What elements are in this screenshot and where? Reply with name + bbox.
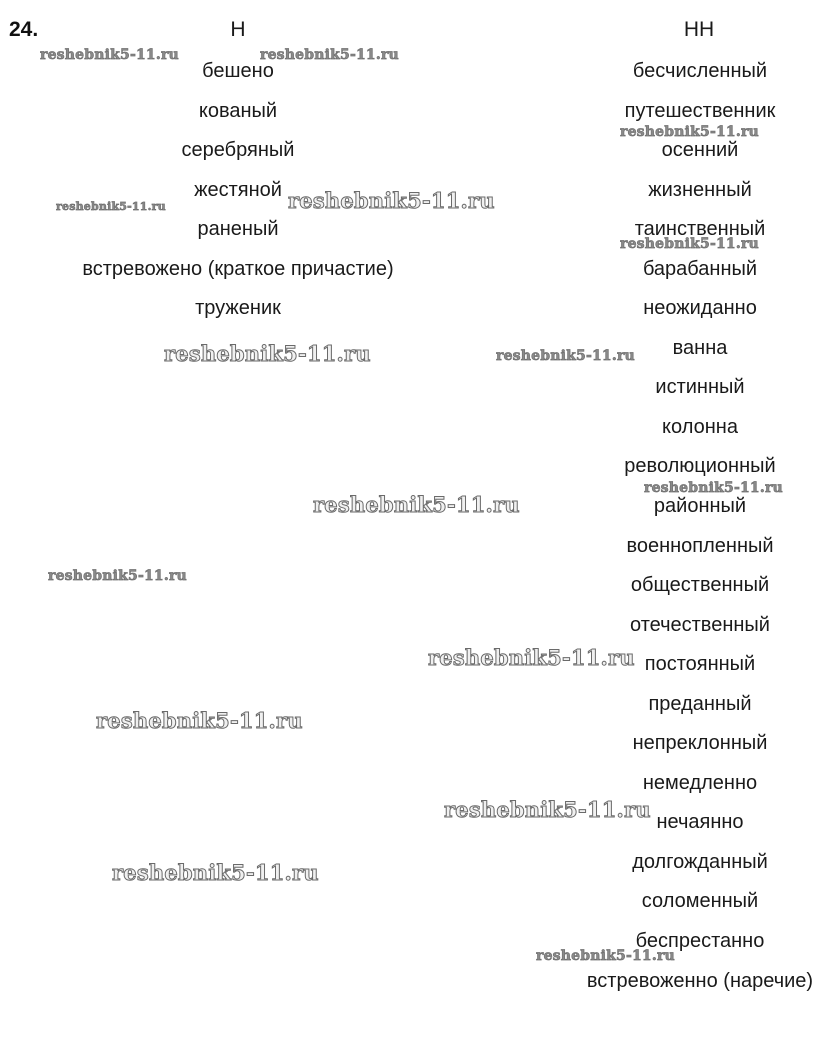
word-item: преданный: [648, 692, 752, 715]
word-item: отечественный: [630, 613, 770, 636]
word-list-nn: [490, 60, 839, 1009]
watermark: reshebnik5-11.ru: [40, 47, 179, 63]
word-item: барабанный: [642, 257, 758, 280]
word-item: раненый: [197, 218, 279, 241]
word-item: бесчисленный: [632, 60, 768, 82]
word-item: беспрестанно: [635, 930, 765, 953]
word-item: путешественник: [624, 99, 776, 122]
watermark: reshebnik5-11.ru: [260, 47, 399, 63]
column-header-n: Н: [230, 18, 246, 41]
column-header-nn: НН: [683, 18, 715, 41]
word-item: непреклонный: [632, 732, 768, 755]
word-item: осенний: [661, 139, 739, 162]
word-item: кованый: [198, 99, 278, 122]
word-item: серебряный: [181, 139, 295, 162]
watermark: reshebnik5-11.ru: [620, 236, 759, 252]
word-item: таинственный: [634, 218, 766, 241]
watermark: reshebnik5-11.ru: [428, 645, 635, 670]
word-item: неожиданно: [643, 297, 757, 320]
watermark: reshebnik5-11.ru: [48, 568, 187, 584]
word-item: немедленно: [642, 771, 758, 794]
word-item: встревоженно (наречие): [586, 969, 814, 992]
task-number: 24.: [9, 18, 39, 41]
watermark: reshebnik5-11.ru: [536, 948, 675, 964]
word-item: революционный: [624, 455, 776, 478]
watermark: reshebnik5-11.ru: [644, 480, 783, 496]
word-item: военнопленный: [626, 534, 774, 557]
word-item: бешено: [202, 60, 274, 82]
word-item: общественный: [630, 574, 770, 597]
watermark: reshebnik5-11.ru: [313, 492, 520, 517]
watermark: reshebnik5-11.ru: [288, 188, 495, 213]
word-item: встревожено (краткое причастие): [82, 257, 394, 280]
word-item: жизненный: [648, 178, 752, 201]
watermark: reshebnik5-11.ru: [164, 341, 371, 366]
word-item: постоянный: [644, 653, 756, 676]
word-item: труженик: [195, 297, 281, 320]
word-item: ванна: [672, 336, 728, 359]
watermark: reshebnik5-11.ru: [96, 708, 303, 733]
word-item: колонна: [662, 415, 738, 438]
watermark: reshebnik5-11.ru: [620, 124, 759, 140]
watermark: reshebnik5-11.ru: [444, 797, 651, 822]
watermark: reshebnik5-11.ru: [496, 348, 635, 364]
word-item: соломенный: [641, 890, 759, 913]
word-item: районный: [653, 495, 747, 518]
watermark: reshebnik5-11.ru: [56, 200, 166, 213]
word-item: истинный: [655, 376, 745, 399]
word-item: нечаянно: [656, 811, 744, 834]
word-item: долгожданный: [632, 850, 768, 873]
watermark: reshebnik5-11.ru: [112, 860, 319, 885]
word-item: жестяной: [194, 178, 282, 201]
